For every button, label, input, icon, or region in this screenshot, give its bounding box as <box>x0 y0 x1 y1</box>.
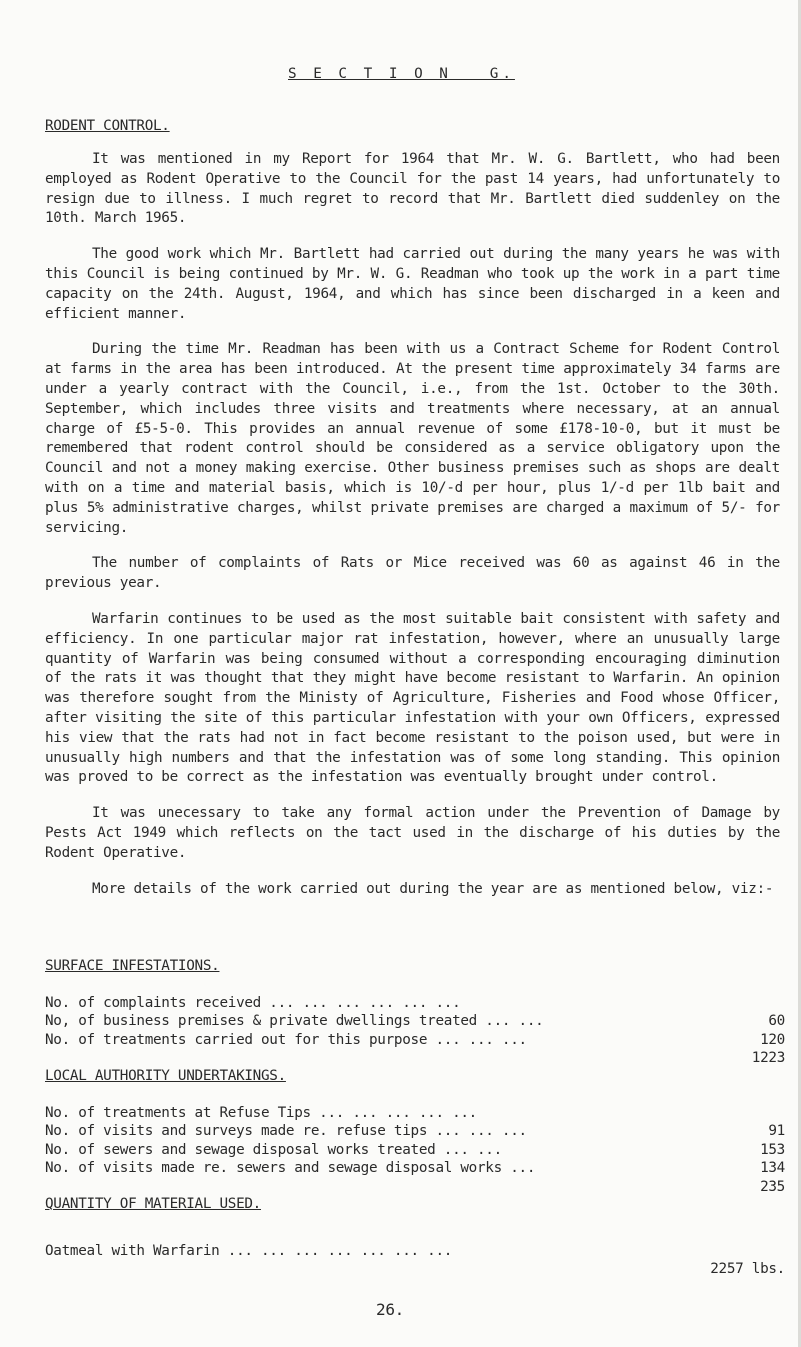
body-text <box>45 150 780 899</box>
row-value: 60 <box>768 1013 785 1029</box>
row-value: 91 <box>768 1123 785 1139</box>
material-used-heading: QUANTITY OF MATERIAL USED. <box>45 1196 261 1212</box>
paragraph: During the time Mr. Readman has been with us a Contract Scheme for Rodent Control at farms in the area has been introduced. At the present time approximately 34 farms are under a yearly contract with the Council, i.e., from the 1st. October to the 30th. September, which includes three visits and treatments where necessary, at an annual charge of £5-5-0. This provides an annual revenue of some £178-10-0, but it must be remembered that rodent control should be considered as a service obligatory upon the Council and not a money making exercise. Other business premises such as shops are dealt with on a time and material basis, which is 10/-d per hour, plus 1/-d per 1lb bait and plus 5% administrative charges, whilst private premises are charged a maximum of 5/- for servicing. <box>45 341 780 536</box>
rodent-control-heading: RODENT CONTROL. <box>45 118 170 134</box>
surface-infestations-heading: SURFACE INFESTATIONS. <box>45 958 220 974</box>
surface-infestations-table <box>45 957 785 1066</box>
paragraph: The number of complaints of Rats or Mice received was 60 as against 46 in the previous year. <box>45 555 780 592</box>
paragraph: More details of the work carried out during the year are as mentioned below, viz:- <box>92 880 774 897</box>
section-title: S E C T I O N G. <box>288 66 515 82</box>
table-row <box>45 1223 785 1277</box>
row-label: No. of treatments at Refuse Tips ... ... ... ... ... <box>45 1104 477 1121</box>
row-label: No, of business premises & private dwellings treated ... ... <box>45 1013 544 1029</box>
paragraph: It was unecessary to take any formal action under the Prevention of Damage by Pests Act 1949 which reflects on the tact used in the discharge of his duties by the Rodent Operative. <box>45 805 780 861</box>
row-value: 134 <box>760 1160 785 1176</box>
page-number: 26. <box>376 1300 404 1319</box>
paragraph: Warfarin continues to be used as the most suitable bait consistent with safety and efficiency. In one particular major rat infestation, however, where an unusually large quantity of Warfarin was being consumed without a corresponding encouraging diminution of the rats it was thought that they might have become resistant to Warfarin. An opinion was therefore sought from the Ministy of Agriculture, Fisheries and Food whose Officer, after visiting the site of this particular infestation with your own Officers, expressed his view that the rats had not in fact become resistant to the poison used, but were in unusually high numbers and that the infestation was of some long standing. This opinion was proved to be correct as the infestation was eventually brought under control. <box>45 610 780 786</box>
row-value: 1223 <box>751 1050 785 1066</box>
local-authority-table <box>45 1067 785 1195</box>
row-value: 120 <box>760 1031 785 1048</box>
row-value: 2257 lbs. <box>710 1261 785 1277</box>
material-used-table <box>45 1195 785 1277</box>
local-authority-heading: LOCAL AUTHORITY UNDERTAKINGS. <box>45 1068 286 1084</box>
row-label: No. of sewers and sewage disposal works treated ... ... <box>45 1141 502 1158</box>
row-label: No. of visits and surveys made re. refuse tips ... ... ... <box>45 1123 527 1139</box>
paragraph: It was mentioned in my Report for 1964 that Mr. W. G. Bartlett, who had been employed as Rodent Operative to the Council for the past 14 years, had unfortunately to resign due to illness. I much regret to record that Mr. Bartlett died suddenley on the 10th. March 1965. <box>45 151 780 227</box>
row-label: No. of visits made re. sewers and sewage disposal works ... <box>45 1160 536 1176</box>
row-label: No. of complaints received ... ... ... ... ... ... <box>45 994 461 1011</box>
row-label: Oatmeal with Warfarin ... ... ... ... ... ... ... <box>45 1242 453 1259</box>
row-label: No. of treatments carried out for this purpose ... ... ... <box>45 1031 527 1048</box>
row-value: 153 <box>760 1141 785 1158</box>
row-value: 235 <box>760 1178 785 1195</box>
paragraph: The good work which Mr. Bartlett had carried out during the many years he was with this Council is being continued by Mr. W. G. Readman who took up the work in a part time capacity on the 24th. August, 1964, and which has since been discharged in a keen and efficient manner. <box>45 246 780 322</box>
